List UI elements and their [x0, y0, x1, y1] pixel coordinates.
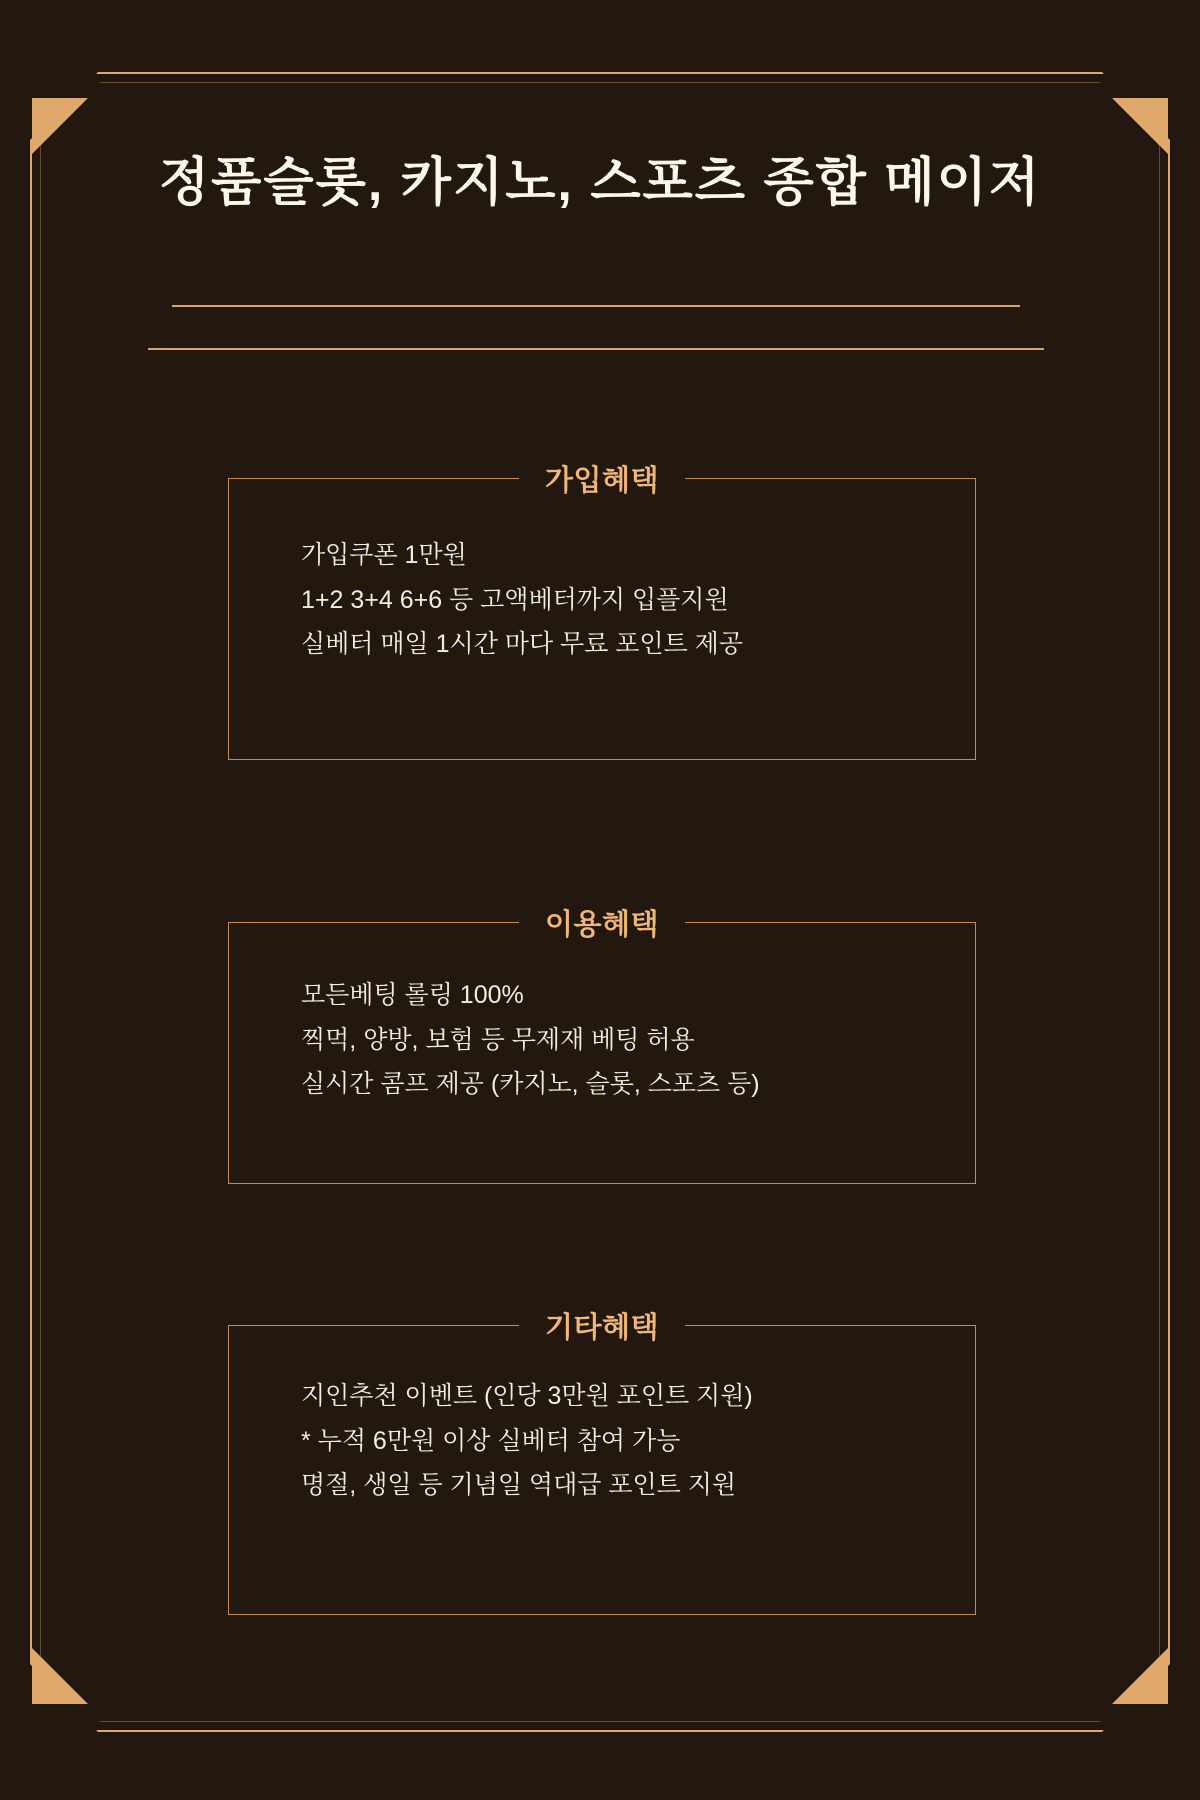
benefit-line: 1+2 3+4 6+6 등 고액베터까지 입플지원 [301, 585, 729, 614]
benefit-line: 명절, 생일 등 기념일 역대급 포인트 지원 [301, 1471, 737, 1499]
benefit-card-signup [228, 465, 976, 760]
benefit-card-other [228, 1312, 976, 1615]
benefit-card-title: 기타혜택 [519, 1305, 685, 1346]
benefit-line: 모든베팅 롤링 100% [301, 981, 524, 1009]
corner-ornament-top-right-icon [1112, 98, 1168, 154]
corner-ornament-top-left-icon [32, 98, 88, 154]
corner-ornament-bottom-right-icon [1112, 1648, 1168, 1704]
benefit-card-body [229, 1326, 975, 1508]
benefit-card-title: 가입혜택 [519, 458, 685, 499]
benefit-card-title: 이용혜택 [519, 902, 685, 943]
benefit-line: 찍먹, 양방, 보험 등 무제재 베팅 허용 [301, 1025, 695, 1054]
divider-lower [148, 348, 1044, 350]
benefit-card-body [229, 923, 975, 1107]
benefit-line: 가입쿠폰 1만원 [301, 541, 467, 569]
benefit-card-usage [228, 909, 976, 1184]
benefit-line: 실시간 콤프 제공 (카지노, 슬롯, 스포츠 등) [301, 1070, 760, 1098]
divider-upper [172, 305, 1020, 307]
benefit-line: * 누적 6만원 이상 실베터 참여 가능 [301, 1426, 681, 1455]
benefit-card-body [229, 479, 975, 667]
corner-ornament-bottom-left-icon [32, 1648, 88, 1704]
page-title: 정품슬롯, 카지노, 스포츠 종합 메이저 [158, 154, 1042, 212]
benefit-line: 실베터 매일 1시간 마다 무료 포인트 제공 [301, 630, 743, 658]
benefit-line: 지인추천 이벤트 (인당 3만원 포인트 지원) [301, 1382, 753, 1410]
